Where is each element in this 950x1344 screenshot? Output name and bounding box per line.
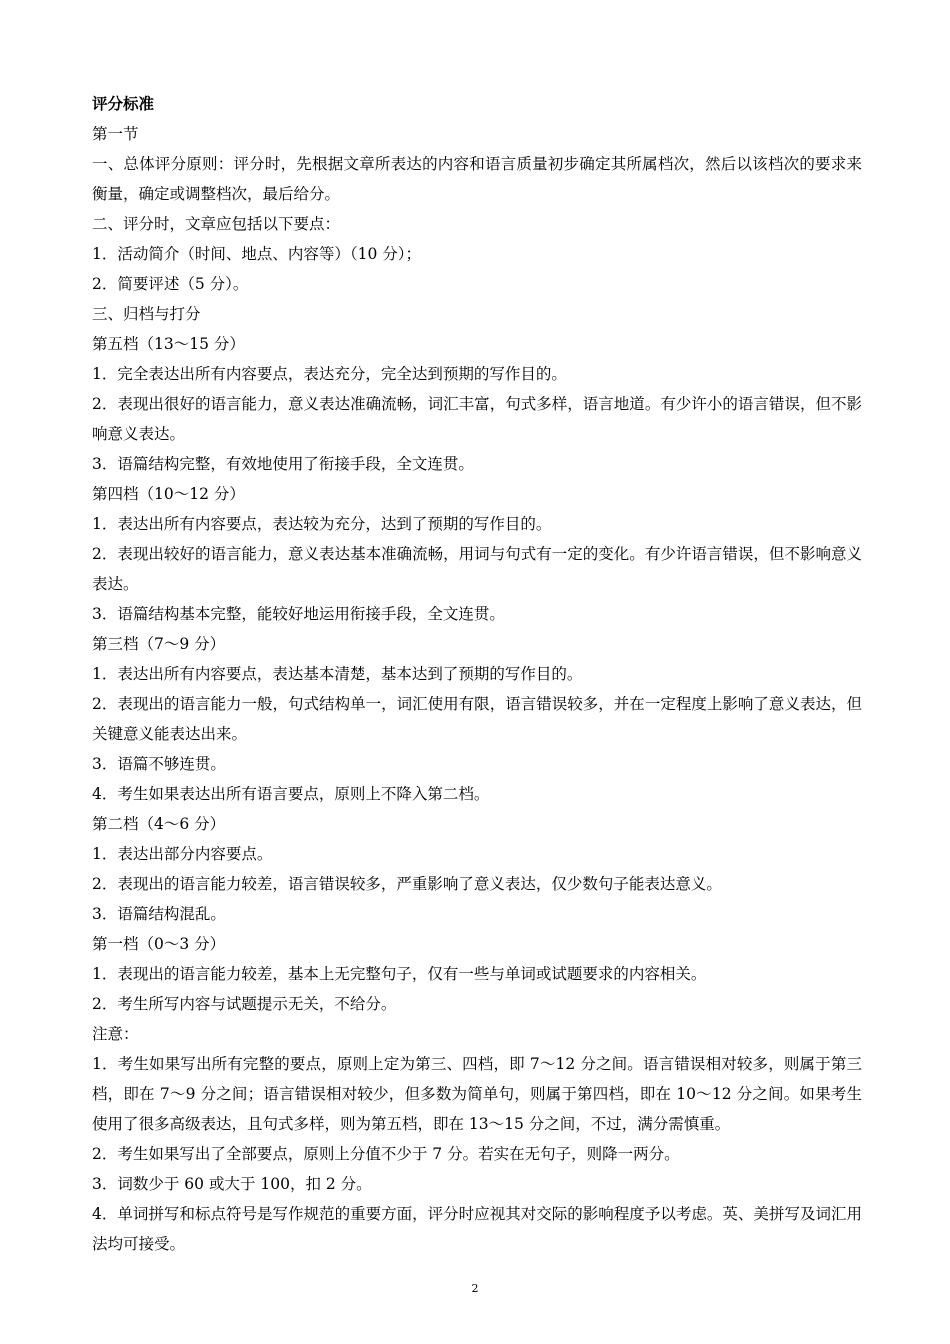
- text-line: 2．表现出较好的语言能力，意义表达基本准确流畅，用词与句式有一定的变化。有少许语言错误，但不影响意义表达。: [92, 545, 862, 593]
- text-line: 2．表现出很好的语言能力，意义表达准确流畅，词汇丰富，句式多样，语言地道。有少许小的语言错误，但不影响意义表达。: [92, 395, 862, 443]
- text-line: 三、归档与打分: [92, 305, 201, 323]
- text-line: 第三档（7～9 分）: [92, 635, 226, 653]
- text-line: 第五档（13～15 分）: [92, 335, 245, 353]
- text-line: 3．语篇不够连贯。: [92, 755, 226, 773]
- page-number: 2: [471, 1282, 479, 1295]
- text-line: 一、总体评分原则：评分时，先根据文章所表达的内容和语言质量初步确定其所属档次，然后以该档次的要求来衡量，确定或调整档次，最后给分。: [92, 155, 862, 203]
- text-line: 1．表达出所有内容要点，表达基本清楚，基本达到了预期的写作目的。: [92, 665, 583, 683]
- text-line: 3．语篇结构完整，有效地使用了衔接手段，全文连贯。: [92, 455, 474, 473]
- text-line: 3．语篇结构混乱。: [92, 905, 226, 923]
- text-line: 2．简要评述（5 分）。: [92, 275, 249, 293]
- text-line: 1．完全表达出所有内容要点，表达充分，完全达到预期的写作目的。: [92, 365, 567, 383]
- text-line: 2．表现出的语言能力一般，句式结构单一，词汇使用有限，语言错误较多，并在一定程度上影响了意义表达，但关键意义能表达出来。: [92, 695, 862, 743]
- text-line: 3．词数少于 60 或大于 100，扣 2 分。: [92, 1175, 372, 1193]
- text-line: 二、评分时，文章应包括以下要点：: [92, 215, 341, 233]
- text-line: 第一档（0～3 分）: [92, 935, 226, 953]
- document-body: [92, 89, 862, 1259]
- text-line: 第四档（10～12 分）: [92, 485, 245, 503]
- text-line: 注意：: [92, 1025, 139, 1043]
- text-line: 第一节: [92, 125, 139, 143]
- document-title: 评分标准: [92, 94, 155, 113]
- text-line: 1．活动简介（时间、地点、内容等）（10 分）；: [92, 245, 422, 263]
- text-line: 1．表达出所有内容要点，表达较为充分，达到了预期的写作目的。: [92, 515, 552, 533]
- text-line: 第二档（4～6 分）: [92, 815, 226, 833]
- text-line: 2．考生所写内容与试题提示无关，不给分。: [92, 995, 397, 1013]
- text-line: 1．表现出的语言能力较差，基本上无完整句子，仅有一些与单词或试题要求的内容相关。: [92, 965, 707, 983]
- text-line: 2．考生如果写出了全部要点，原则上分值不少于 7 分。若实在无句子，则降一两分。: [92, 1145, 680, 1163]
- text-line: 1．表达出部分内容要点。: [92, 845, 273, 863]
- text-line: 3．语篇结构基本完整，能较好地运用衔接手段，全文连贯。: [92, 605, 505, 623]
- text-line: 2．表现出的语言能力较差，语言错误较多，严重影响了意义表达，仅少数句子能表达意义。: [92, 875, 722, 893]
- text-line: 1．考生如果写出所有完整的要点，原则上定为第三、四档，即 7～12 分之间。语言错误相对较多，则属于第三档，即在 7～9 分之间；语言错误相对较少，但多数为简单句，则属于第四档，即在 10～12 分之间。如果考生使用了很多高级表达，且句式多样，则为第五档，即在 13～15 分之间，不过，满分需慎重。: [92, 1055, 862, 1133]
- text-line: 4．单词拼写和标点符号是写作规范的重要方面，评分时应视其对交际的影响程度予以考虑。英、美拼写及词汇用法均可接受。: [92, 1205, 862, 1253]
- text-line: 4．考生如果表达出所有语言要点，原则上不降入第二档。: [92, 785, 490, 803]
